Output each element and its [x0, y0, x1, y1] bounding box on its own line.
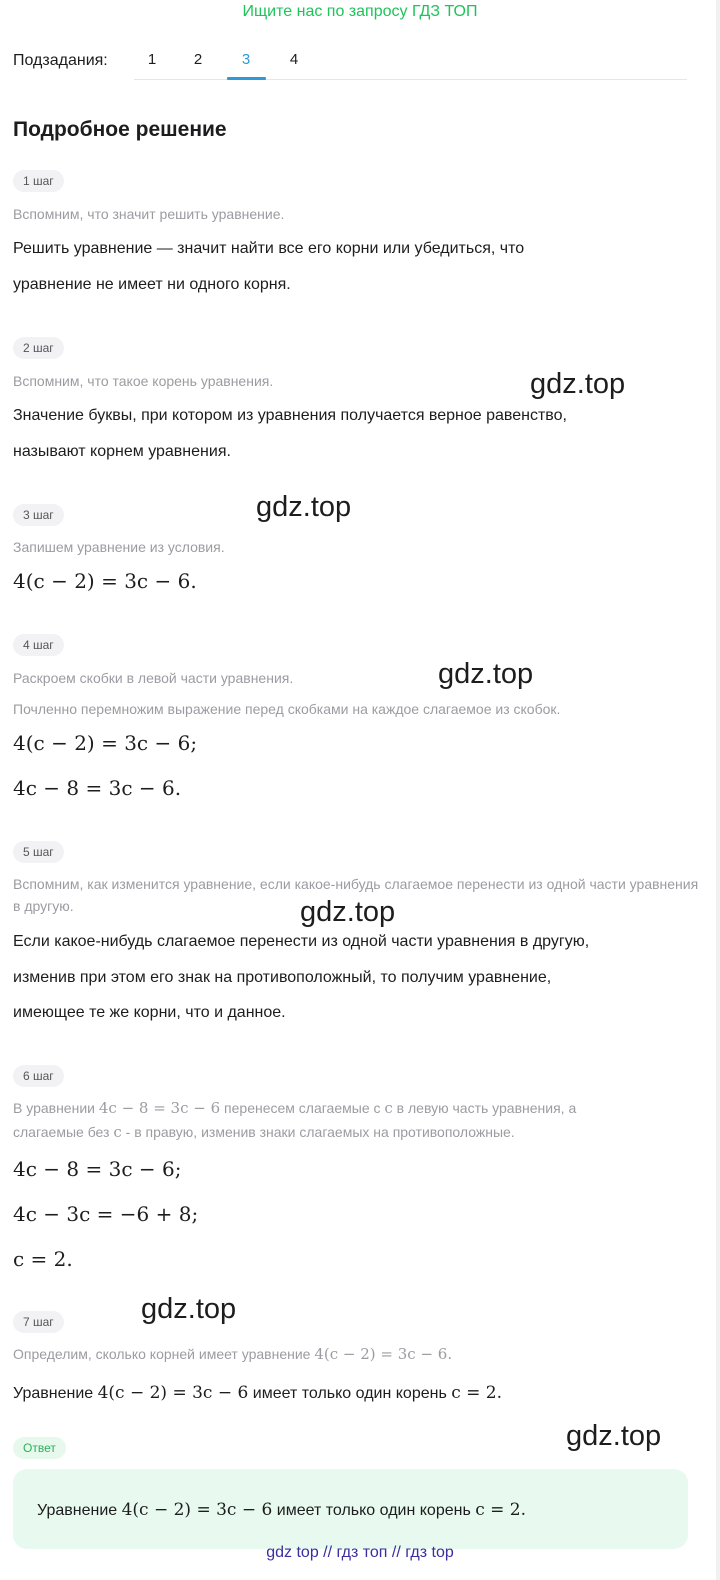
- tab-subtask-1[interactable]: 1: [147, 51, 157, 68]
- footer-separator: //: [391, 1544, 401, 1561]
- step-7-root: c = 2.: [451, 1383, 503, 1403]
- watermark-2: gdz.top: [256, 491, 352, 523]
- answer-text: [37, 1495, 526, 1526]
- answer-text-b: имеет только один корень: [272, 1502, 476, 1519]
- answer-root: c = 2.: [475, 1500, 527, 1520]
- step-4-equation-2: 4c − 8 = 3c − 6.: [13, 776, 182, 800]
- step-7-hint: [13, 1344, 452, 1364]
- watermark-5: gdz.top: [141, 1293, 237, 1325]
- step-4-hint-2: Почленно перемножим выражение перед скобками на каждое слагаемое из скобок.: [13, 701, 561, 717]
- step-badge-2: 2 шаг: [13, 337, 64, 359]
- footer-link-gdz-top-ru[interactable]: гдз топ: [336, 1544, 388, 1561]
- step-6-hint-text-b: перенесем слагаемые с: [220, 1100, 385, 1116]
- watermark-1: gdz.top: [530, 368, 626, 400]
- step-3-hint: Запишем уравнение из условия.: [13, 539, 225, 555]
- step-7-text: [13, 1375, 693, 1412]
- answer-equation: 4(c − 2) = 3c − 6: [121, 1500, 273, 1520]
- step-6-equation-1: 4c − 8 = 3c − 6;: [13, 1157, 182, 1181]
- step-6-hint-line-2: [13, 1122, 515, 1142]
- step-5-text-line-2: изменив при этом его знак на противоположный, то получим уравнение,: [13, 969, 552, 986]
- answer-badge: Ответ: [13, 1437, 66, 1459]
- step-7-hint-equation: 4(c − 2) = 3c − 6.: [314, 1345, 453, 1363]
- step-6-hint-variable: c: [384, 1099, 393, 1117]
- step-5-hint: Вспомним, как изменится уравнение, если какое-нибудь слагаемое перенести из одной части уравнения в другую.: [13, 876, 699, 914]
- step-badge-1: 1 шаг: [13, 170, 64, 192]
- tab-subtask-2[interactable]: 2: [193, 51, 203, 68]
- step-6-hint-text-a: В уравнении: [13, 1100, 99, 1116]
- step-6-hint-text-d: слагаемые без: [13, 1124, 114, 1140]
- step-badge-3: 3 шаг: [13, 504, 64, 526]
- step-2-text-line-1: Значение буквы, при котором из уравнения получается верное равенство,: [13, 407, 567, 424]
- step-1-text-line-2: уравнение не имеет ни одного корня.: [13, 276, 291, 293]
- subtasks-label: Подзадания:: [13, 52, 108, 69]
- step-6-equation-2: 4c − 3c = −6 + 8;: [13, 1202, 199, 1226]
- step-badge-7: 7 шаг: [13, 1311, 64, 1333]
- step-2-hint: Вспомним, что такое корень уравнения.: [13, 373, 274, 389]
- step-7-text-a: Уравнение: [13, 1385, 98, 1402]
- step-badge-5: 5 шаг: [13, 841, 64, 863]
- step-6-equation-3: c = 2.: [13, 1247, 73, 1271]
- watermark-3: gdz.top: [438, 658, 534, 690]
- step-6-hint-line-1: [13, 1098, 576, 1118]
- step-3-equation: 4(c − 2) = 3c − 6.: [13, 569, 197, 593]
- footer-separator: //: [323, 1544, 333, 1561]
- step-1-text-line-1: Решить уравнение — значит найти все его корни или убедиться, что: [13, 240, 525, 257]
- answer-text-a: Уравнение: [37, 1502, 122, 1519]
- tab-subtask-3[interactable]: 3: [241, 51, 251, 68]
- step-7-text-b: имеет только один корень: [248, 1385, 452, 1402]
- step-6-hint-equation: 4c − 8 = 3c − 6: [98, 1099, 221, 1117]
- watermark-4: gdz.top: [300, 896, 396, 928]
- step-4-hint: Раскроем скобки в левой части уравнения.: [13, 670, 294, 686]
- footer-links: [0, 1542, 720, 1564]
- tab-subtask-4[interactable]: 4: [289, 51, 299, 68]
- active-tab-indicator: [227, 77, 266, 80]
- footer-link-gdz-top-mixed[interactable]: гдз top: [405, 1544, 454, 1561]
- step-2-text-line-2: называют корнем уравнения.: [13, 443, 231, 460]
- page-title: Подробное решение: [13, 118, 227, 141]
- step-6-hint-variable-2: c: [113, 1123, 122, 1141]
- watermark-6: gdz.top: [566, 1420, 662, 1452]
- tabs-divider: [134, 79, 687, 80]
- step-7-hint-text: Определим, сколько корней имеет уравнение: [13, 1346, 315, 1362]
- step-5-text-line-1: Если какое-нибудь слагаемое перенести из одной части уравнения в другую,: [13, 933, 590, 950]
- step-5-text-line-3: имеющее те же корни, что и данное.: [13, 1004, 286, 1021]
- step-1-hint: Вспомним, что значит решить уравнение.: [13, 206, 285, 222]
- step-badge-4: 4 шаг: [13, 634, 64, 656]
- step-6-hint-text-c: в левую часть уравнения, а: [392, 1100, 577, 1116]
- step-4-equation-1: 4(c − 2) = 3c − 6;: [13, 731, 198, 755]
- step-6-hint-text-e: - в правую, изменив знаки слагаемых на противоположные.: [121, 1124, 515, 1140]
- step-badge-6: 6 шаг: [13, 1065, 64, 1087]
- footer-link-gdz-top[interactable]: gdz top: [266, 1544, 319, 1561]
- promo-banner: Ищите нас по запросу ГДЗ ТОП: [242, 3, 478, 20]
- step-7-equation: 4(c − 2) = 3c − 6: [97, 1383, 249, 1403]
- scrollbar[interactable]: [716, 0, 720, 1580]
